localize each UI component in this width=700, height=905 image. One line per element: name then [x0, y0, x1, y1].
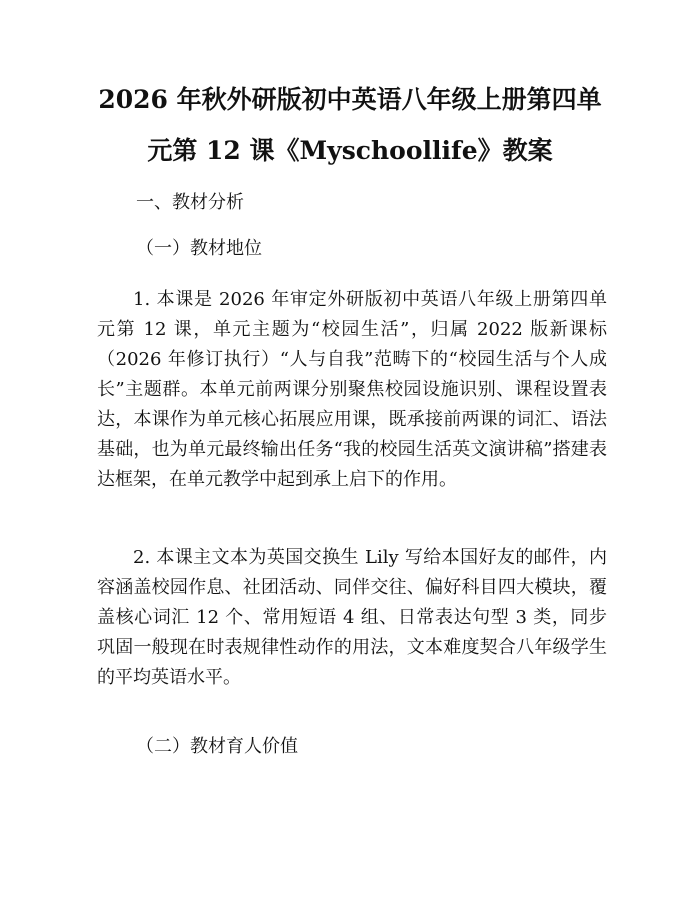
document-title-line-2: 元第 12 课《Myschoollife》教案	[147, 136, 553, 165]
subsection-heading-educational-value: （二）教材育人价值	[136, 736, 298, 757]
document-title-line-1: 2026 年秋外研版初中英语八年级上册第四单	[98, 85, 602, 114]
subsection-heading-textbook-position: （一）教材地位	[136, 238, 262, 259]
paragraph-main-text-description: 2. 本课主文本为英国交换生 Lily 写给本国好友的邮件，内容涵盖校园作息、社团活动、同伴交往、偏好科目四大模块，覆盖核心词汇 12 个、常用短语 4 组、日常表达句型 3 类，同步巩固一般现在时表规律性动作的用法，文本难度契合八年级学生的平均英语水平。	[97, 547, 607, 688]
paragraph-textbook-position: 1. 本课是 2026 年审定外研版初中英语八年级上册第四单元第 12 课，单元主题为“校园生活”，归属 2022 版新课标（2026 年修订执行）“人与自我”范畴下的“校园生活与个人成长”主题群。本单元前两课分别聚焦校园设施识别、课程设置表达，本课作为单元核心拓展应用课，既承接前两课的词汇、语法基础，也为单元最终输出任务“我的校园生活英文演讲稿”搭建表达框架，在单元教学中起到承上启下的作用。	[97, 289, 607, 490]
section-heading-textbook-analysis: 一、教材分析	[136, 192, 244, 213]
